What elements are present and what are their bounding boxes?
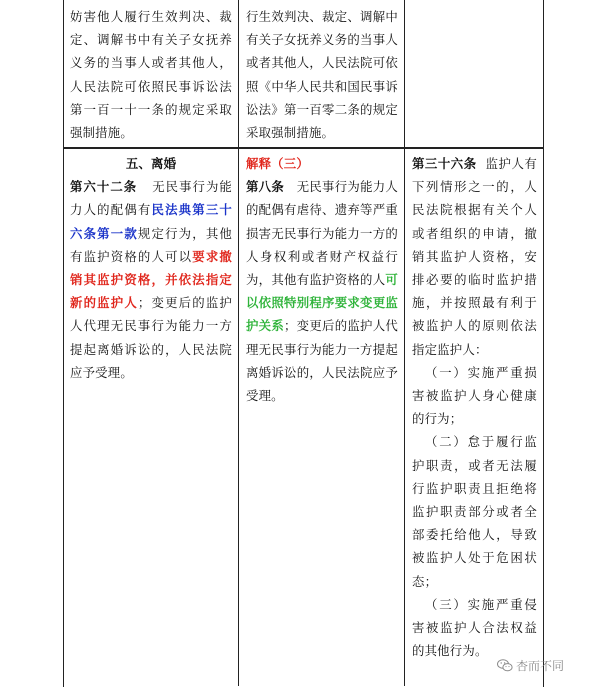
highlighted-text: 要求撤销其监护资格，并依法指定新的监护人 bbox=[70, 248, 232, 311]
article-paragraph bbox=[412, 152, 537, 361]
article-text: ；变更后的监护人代理无民事行为能力一方提起离婚诉讼的，人民法院应予受理。 bbox=[246, 318, 398, 404]
list-item: （三）实施严重侵害被监护人合法权益的其他行为。 bbox=[412, 596, 537, 659]
civil-code-reference: 民法典第三十六条第一款 bbox=[70, 202, 233, 241]
article-number: 第六十二条 bbox=[70, 179, 138, 195]
row1-col2-text: 行生效判决、裁定、调解中有关子女抚养义务的当事人或者其他人，人民法院可依照《中华人民共和国民事诉讼法》第一百零二条的规定采取强制措施。 bbox=[246, 9, 398, 141]
article-text: 监护人有下列情形之一的，人民法院根据有关个人或者组织的申请，撤销其监护人资格，安排必要的临时监护措施，并按照最有利于被监护人的原则依法指定监护人： bbox=[412, 156, 538, 357]
article-text: ；变更后的监护人代理无民事行为能力一方提起离婚诉讼的，人民法院应予受理。 bbox=[70, 295, 233, 380]
section-heading: 五、离婚 bbox=[125, 156, 177, 171]
legal-comparison-table bbox=[63, 0, 544, 687]
watermark bbox=[497, 657, 564, 674]
row2-col3-cell bbox=[405, 149, 543, 662]
row1-col3-text bbox=[405, 0, 543, 5]
article-paragraph bbox=[246, 175, 398, 407]
list-item: （二）怠于履行监护职责，或者无法履行监护职责且拒绝将监护职责部分或者全部委托给他人，导致被监护人处于危困状态； bbox=[412, 434, 537, 589]
article-text: 无民事行为能力人的配偶有 bbox=[70, 179, 233, 218]
wechat-icon bbox=[497, 659, 513, 672]
article-number: 第三十六条 bbox=[412, 156, 477, 171]
article-paragraph bbox=[70, 175, 232, 384]
article-number: 第八条 bbox=[246, 179, 285, 195]
list-item: （一）实施严重损害被监护人身心健康的行为； bbox=[412, 364, 537, 427]
table-row bbox=[64, 149, 543, 686]
watermark-text: 杏而不同 bbox=[516, 659, 565, 673]
table-row bbox=[64, 0, 543, 149]
row2-col2-cell bbox=[239, 149, 404, 407]
article-text: 无民事行为能力人的配偶有虐待、遗弃等严重损害无民事行为能力一方的人身权利或者财产权益行为，其他有监护资格的人 bbox=[246, 179, 399, 288]
highlighted-text: 可以依照特别程序要求变更监护关系 bbox=[246, 272, 398, 334]
article-text: 规定行为，其他有监护资格的人可以 bbox=[70, 225, 233, 264]
section-heading: 解释（三） bbox=[246, 156, 309, 171]
column-divider bbox=[404, 0, 405, 147]
row1-col1-text: 妨害他人履行生效判决、裁定、调解书中有关子女抚养义务的当事人或者其他人，人民法院可依照民事诉讼法第一百一十一条的规定采取强制措施。 bbox=[70, 9, 232, 141]
row2-col1-cell bbox=[64, 149, 238, 384]
